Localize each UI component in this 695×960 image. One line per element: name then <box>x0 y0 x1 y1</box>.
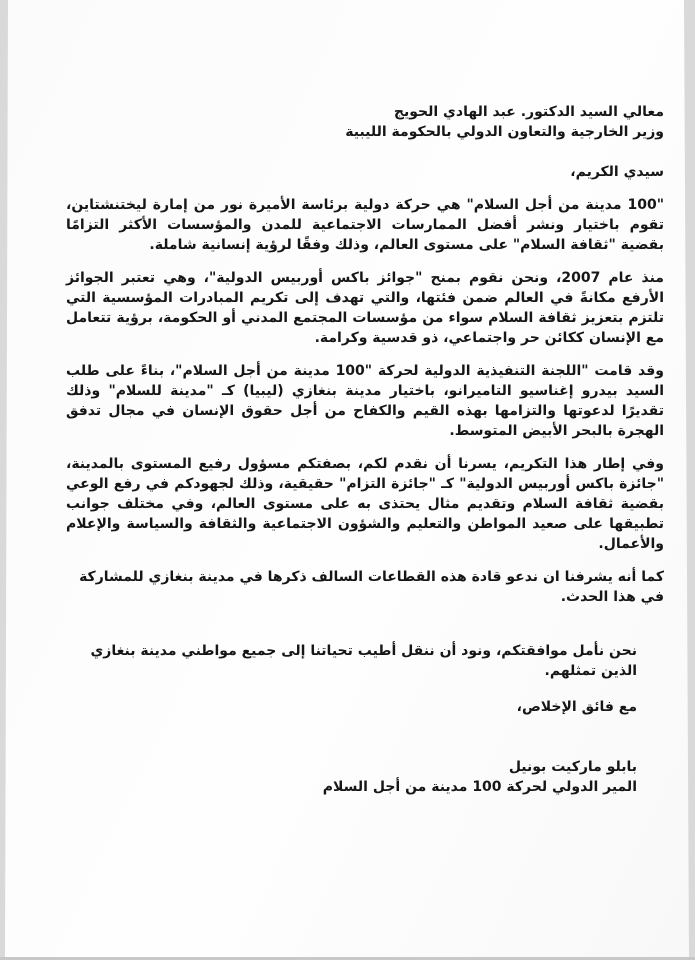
letter-content <box>66 0 664 797</box>
recipient-title: وزير الخارجية والتعاون الدولي بالحكومة الليبية <box>345 124 664 140</box>
paragraph-invitation: كما أنه يشرفنا ان ندعو قادة هذه القطاعات السالف ذكرها في مدينة بنغازي للمشاركة في هذا الحدث. <box>79 569 664 605</box>
signature-block <box>66 757 637 797</box>
paragraph-movement-intro: "100 مدينة من أجل السلام" هي حركة دولية برئاسة الأميرة نور من إمارة ليختنشتاين، تقوم باختيار ونشر أفضل الممارسات الاجتماعية للمدن والمؤسسات الأكثر التزامًا بقضية "ثقافة السلام" على مستوى العالم، وذلك وفقًا لرؤية إنسانية شاملة. <box>66 197 664 253</box>
valediction: مع فائق الإخلاص، <box>516 699 637 715</box>
paragraph-closing: نحن نأمل موافقتكم، ونود أن ننقل أطيب تحياتنا إلى جميع مواطني مدينة بنغازي الذين تمثلهم. <box>90 643 637 679</box>
salutation: سيدي الكريم، <box>570 164 664 180</box>
signature-name: بابلو ماركيت بونيل <box>508 759 637 775</box>
paragraph-pax-orbis-awards: منذ عام 2007، ونحن نقوم بمنح "جوائز باكس أوربيس الدولية"، وهي تعتبر الجوائز الأرفع مكانةً في العالم ضمن فئتها، والتي تهدف إلى تكريم المبادرات المؤسسية التي تلتزم بتعزيز ثقافة السلام سواء من مؤسسات المجتمع المدني أو الحكومة، برؤية تتعامل مع الإنسان ككائن حر واجتماعي، ذو قدسية وكرامة. <box>66 270 664 346</box>
recipient-name: معالي السيد الدكتور. عبد الهادي الحويج <box>393 104 664 120</box>
paragraph-award-presentation: وفي إطار هذا التكريم، يسرنا أن نقدم لكم، بصفتكم مسؤول رفيع المستوى بالمدينة، "جائزة باكس أوربيس الدولية" كـ "جائزة التزام" حقيقية، وذلك لجهودكم في رفع الوعي بقضية ثقافة السلام وتقديم مثال يحتذى به على مستوى العالم، وفي مختلف جوانب تطبيقها على صعيد المواطن والتعليم والشؤون الاجتماعية والثقافة والسياسة والإعلام والأعمال. <box>66 456 664 552</box>
closing-block <box>66 641 637 797</box>
paragraph-benghazi-selection: وقد قامت "اللجنة التنفيذية الدولية لحركة "100 مدينة من أجل السلام"، بناءً على طلب السيد بيدرو إغناسيو التاميرانو، باختيار مدينة بنغازي (ليبيا) كـ "مدينة للسلام" وذلك تقديرًا لدعوتها والتزامها بهذه القيم والكفاح من أجل حقوق الإنسان في مجال تدفق الهجرة بالبحر الأبيض المتوسط. <box>66 363 664 439</box>
recipient-block <box>66 102 664 142</box>
signature-title: المير الدولي لحركة 100 مدينة من أجل السلام <box>322 779 637 795</box>
